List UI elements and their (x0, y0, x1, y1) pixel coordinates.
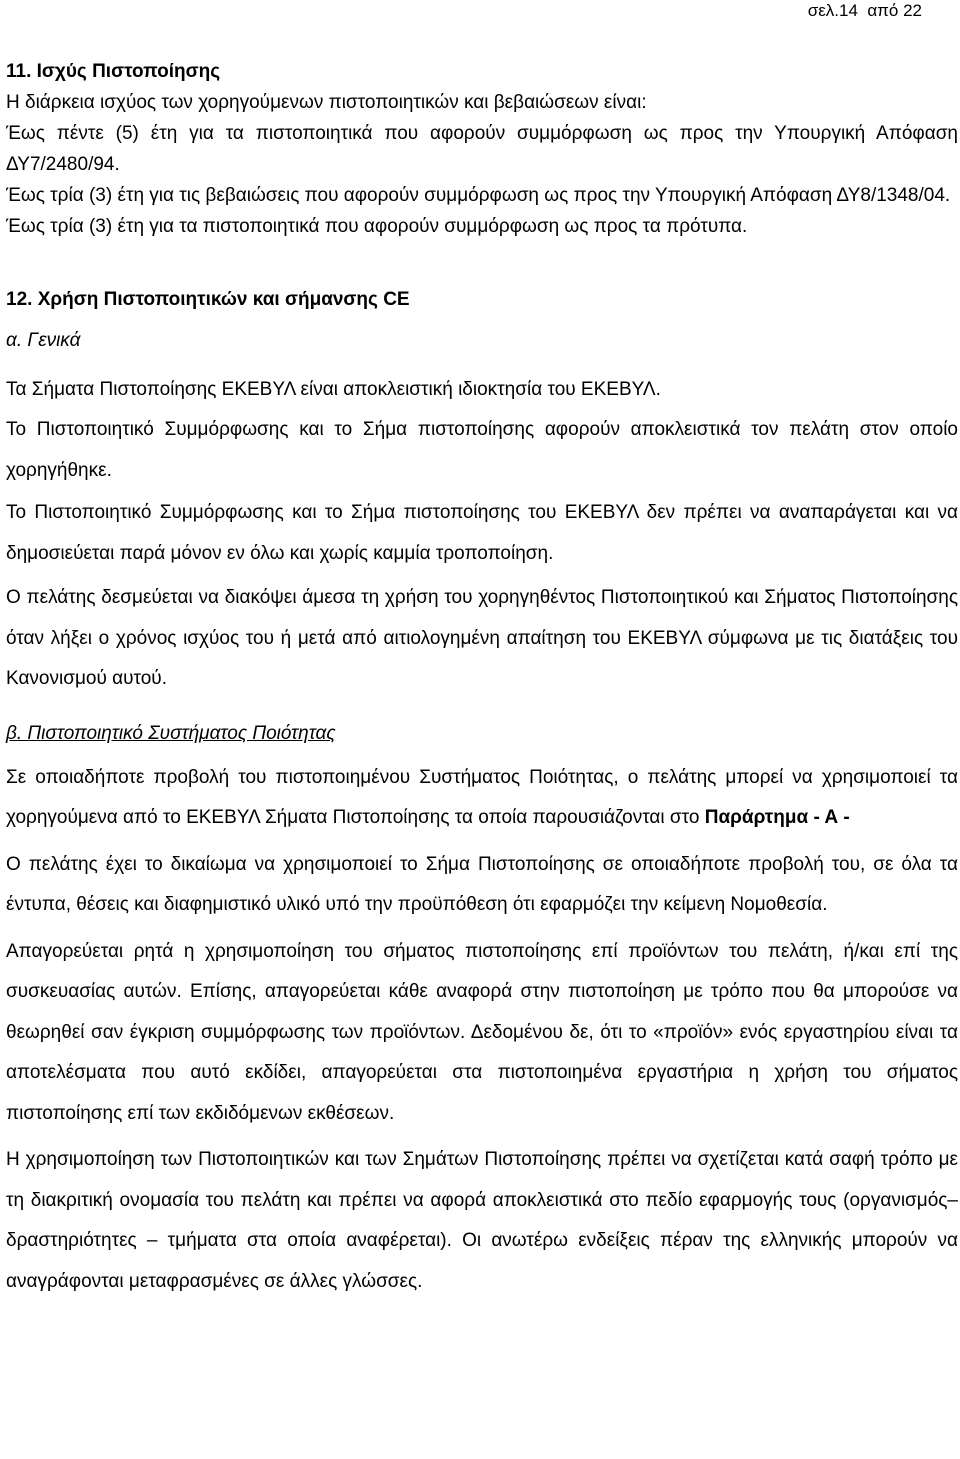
paragraph: Απαγορεύεται ρητά η χρησιμοποίηση του σήματος πιστοποίησης επί προϊόντων του πελάτη, ή/και επί της συσκευασίας αυτών. Επίσης, απαγορεύεται κάθε αναφορά στην πιστοποίηση με τρόπο που θα μπορούσε να θεωρηθεί σαν έγκριση συμμόρφωσης των προϊόντων. Δεδομένου δε, ότι το «προϊόν» ενός εργαστηρίου είναι τα αποτελέσματα που αυτό εκδίδει, απαγορεύεται στα πιστοποιημένα εργαστήρια η χρήση του σήματος πιστοποίησης επί των εκδιδόμενων εκθέσεων. (6, 940, 958, 1124)
annex-reference: Παράρτημα - Α - (704, 807, 850, 828)
section-11-line: Έως τρία (3) έτη για τα πιστοποιητικά που αφορούν συμμόρφωση ως προς τα πρότυπα. (6, 216, 748, 237)
paragraph: Τα Σήματα Πιστοποίησης ΕΚΕΒΥΛ είναι αποκλειστική ιδιοκτησία του ΕΚΕΒΥΛ. (6, 379, 661, 400)
paragraph: Ο πελάτης έχει το δικαίωμα να χρησιμοποιεί το Σήμα Πιστοποίησης σε οποιαδήποτε προβολή του, σε όλα τα έντυπα, θέσεις και διαφημιστικό υλικό υπό την προϋπόθεση ότι εφαρμόζει την κείμενη Νομοθεσία. (6, 853, 958, 915)
page-indicator: σελ.14 από 22 (807, 1, 922, 20)
subsection-a-heading: α. Γενικά (6, 330, 81, 351)
document-content (6, 56, 958, 1302)
paragraph (6, 758, 958, 839)
paragraph: Η χρησιμοποίηση των Πιστοποιητικών και των Σημάτων Πιστοποίησης πρέπει να σχετίζεται κατά σαφή τρόπο με τη διακριτική ονομασία του πελάτη και πρέπει να αφορά αποκλειστικά στο πεδίο εφαρμογής τους (οργανισμός– δραστηριότητες – τμήματα στα οποία αναφέρεται). Οι ανωτέρω ενδείξεις πέραν της ελληνικής μπορούν να αναγράφονται μεταφρασμένες σε άλλες γλώσσες. (6, 1149, 958, 1292)
section-12-title: 12. Χρήση Πιστοποιητικών και σήμανσης CE (6, 289, 410, 310)
section-11 (6, 56, 958, 242)
section-11-line: Έως πέντε (5) έτη για τα πιστοποιητικά που αφορούν συμμόρφωση ως προς την Υπουργική Απόφαση ΔΥ7/2480/94. (6, 123, 958, 175)
section-11-line: Η διάρκεια ισχύος των χορηγούμενων πιστοποιητικών και βεβαιώσεων είναι: (6, 92, 647, 113)
paragraph-text: Σε οποιαδήποτε προβολή του πιστοποιημένου Συστήματος Ποιότητας, ο πελάτης μπορεί να χρησιμοποιεί τα χορηγούμενα από το ΕΚΕΒΥΛ Σήματα Πιστοποίησης τα οποία παρουσιάζονται στο (6, 766, 958, 828)
section-11-line: Έως τρία (3) έτη για τις βεβαιώσεις που αφορούν συμμόρφωση ως προς την Υπουργική Απόφαση ΔΥ8/1348/04. (6, 185, 951, 206)
paragraph: Το Πιστοποιητικό Συμμόρφωσης και το Σήμα πιστοποίησης αφορούν αποκλειστικά τον πελάτη στον οποίο χορηγήθηκε. (6, 419, 958, 481)
paragraph: Ο πελάτης δεσμεύεται να διακόψει άμεσα τη χρήση του χορηγηθέντος Πιστοποιητικού και Σήματος Πιστοποίησης όταν λήξει ο χρόνος ισχύος του ή μετά από αιτιολογημένη απαίτηση του ΕΚΕΒΥΛ σύμφωνα με τις διατάξεις του Κανονισμού αυτού. (6, 587, 958, 689)
subsection-b-heading: β. Πιστοποιητικό Συστήματος Ποιότητας (6, 722, 336, 744)
paragraph: Το Πιστοποιητικό Συμμόρφωσης και το Σήμα πιστοποίησης του ΕΚΕΒΥΛ δεν πρέπει να αναπαράγεται και να δημοσιεύεται παρά μόνον εν όλω και χωρίς καμμία τροποποίηση. (6, 502, 958, 564)
section-11-title: 11. Ισχύς Πιστοποίησης (6, 61, 221, 82)
